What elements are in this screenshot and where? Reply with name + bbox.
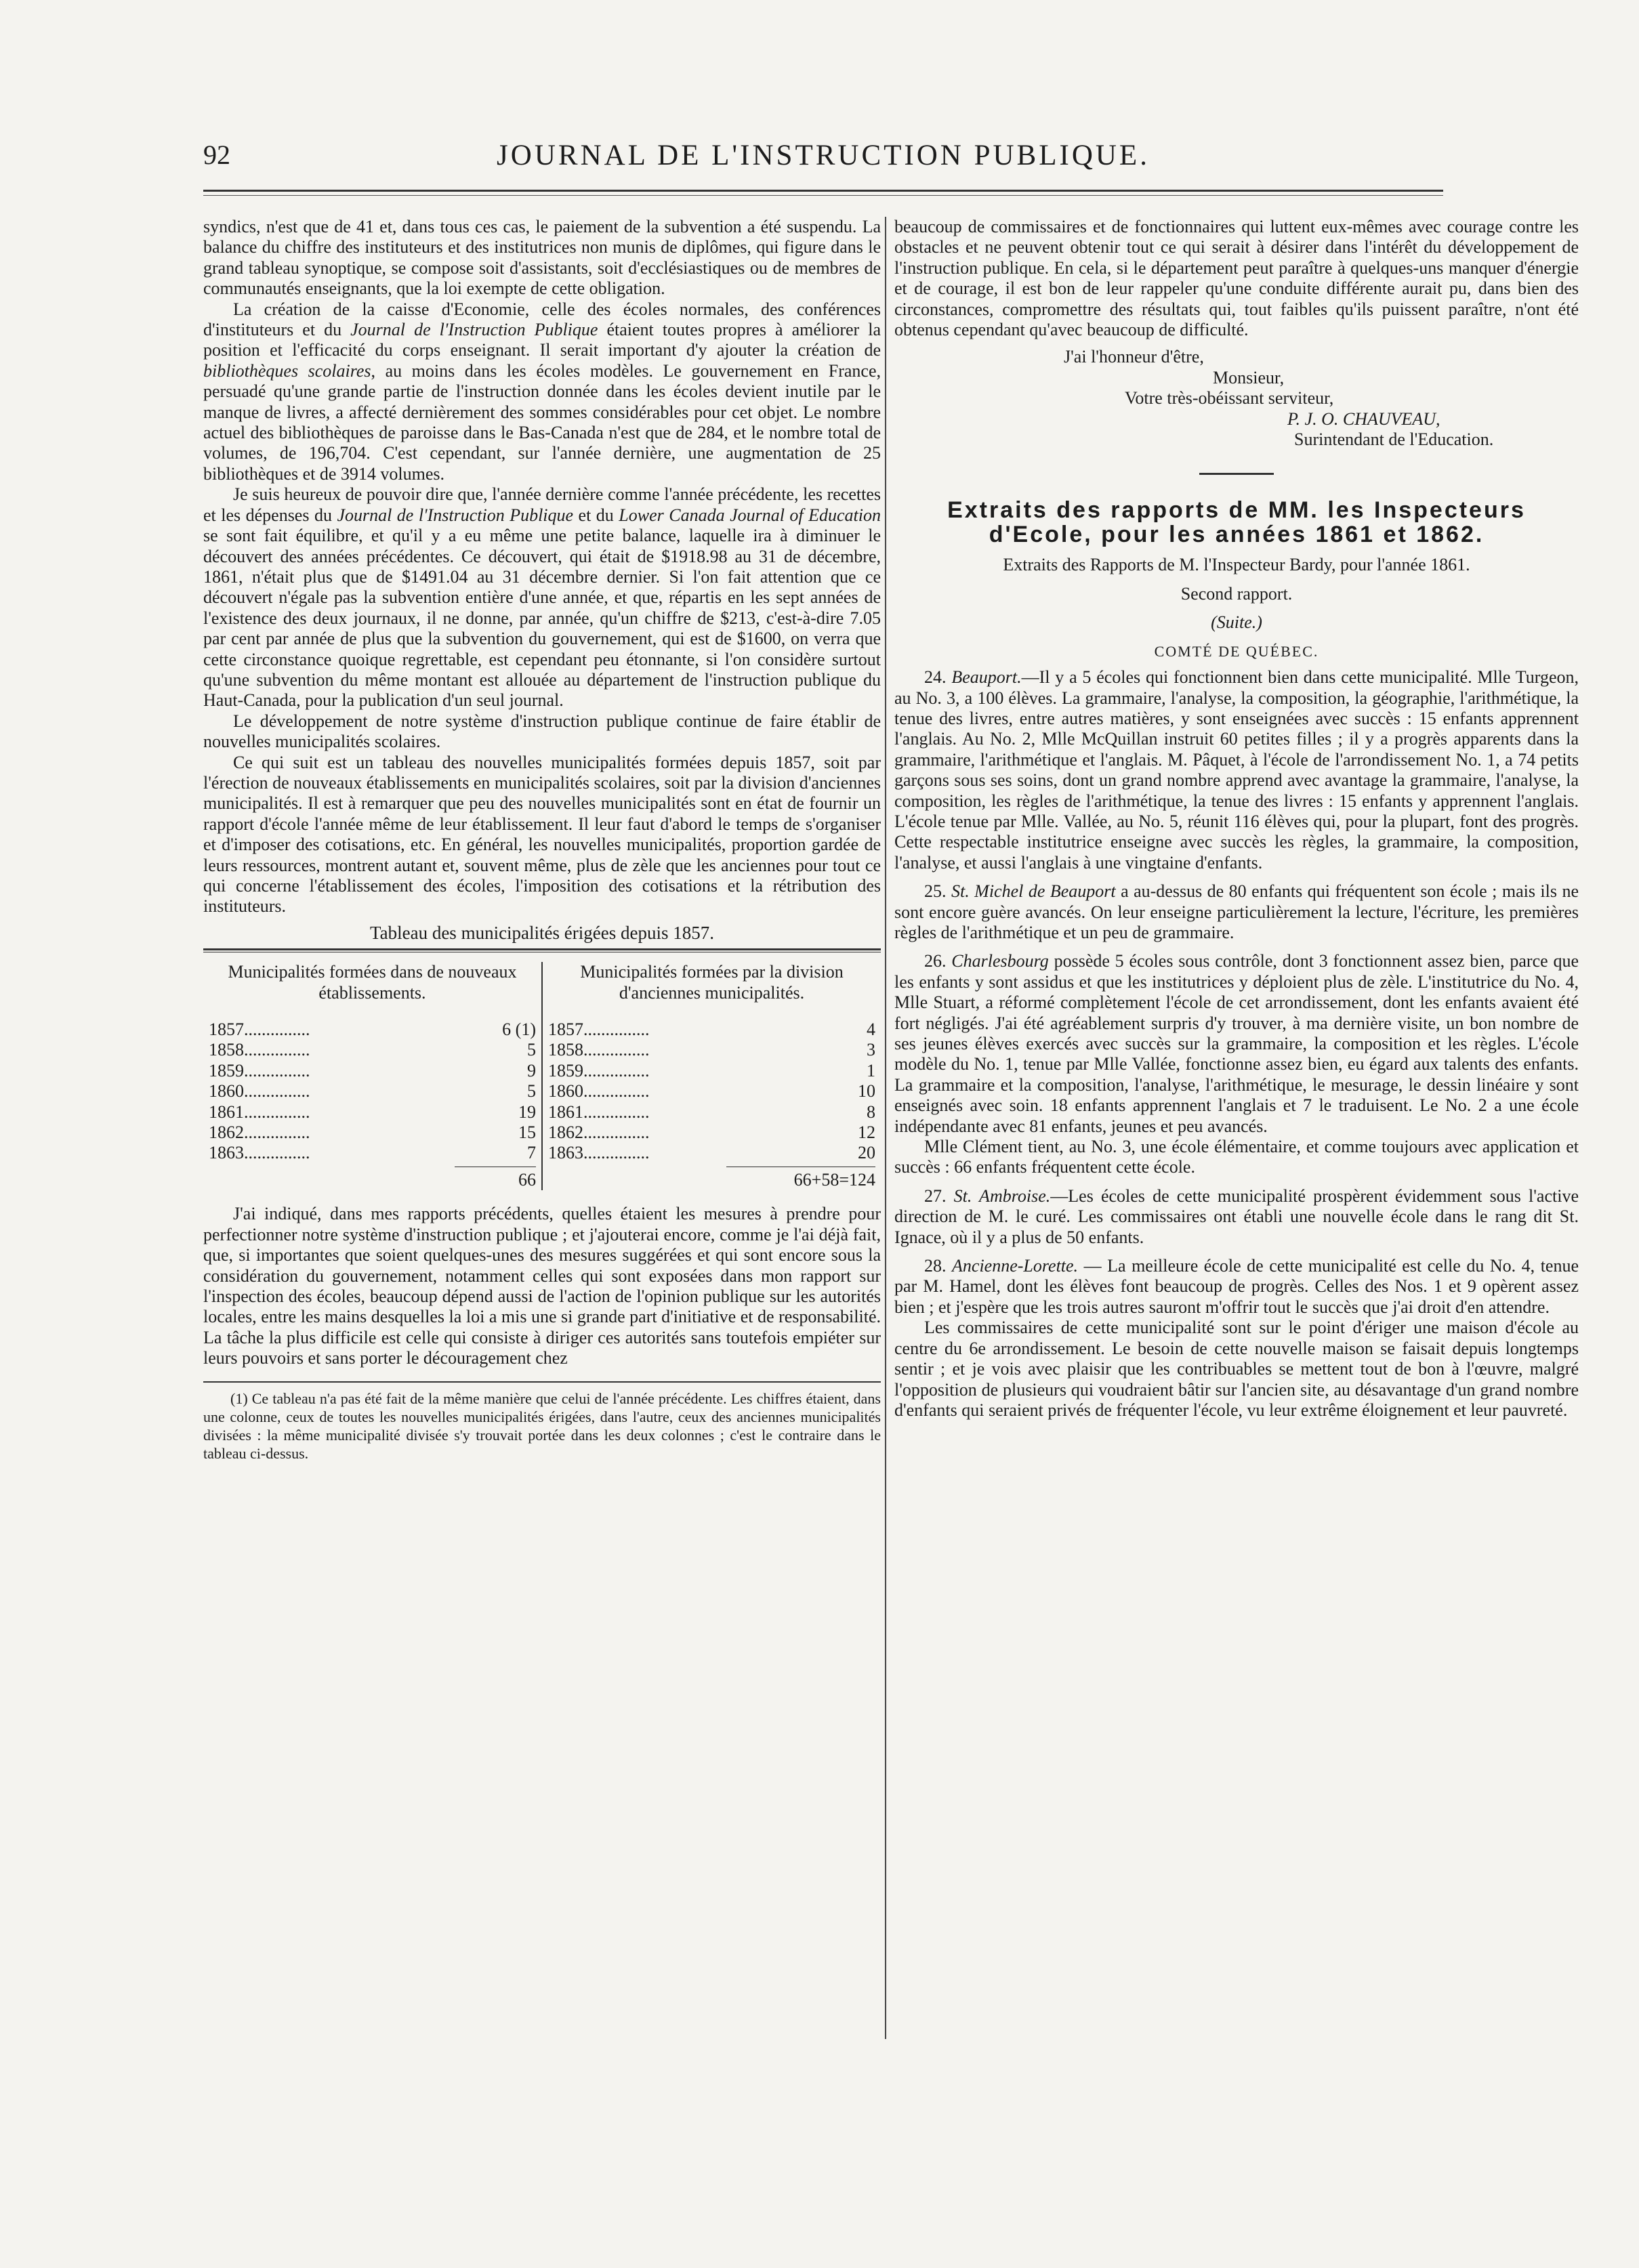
row-year: 1858...............: [548, 1040, 650, 1060]
table-title: Tableau des municipalités érigées depuis 1857.: [370, 922, 714, 943]
table-row: [209, 1102, 536, 1122]
paragraph: 25. St. Michel de Beauport a au-dessus de 80 enfants qui fréquentent son école ; mais ils ne sont encore guère avancés. On leur enseigne particulièrement la lecture, l'écriture, les premières règles de l'arithmétique et un peu de grammaire.: [894, 881, 1579, 942]
table-row: [548, 1040, 875, 1060]
table-header: Municipalités formées par la division d'anciennes municipalités.: [580, 962, 844, 1003]
row-year: 1862...............: [548, 1122, 650, 1143]
table-row: [548, 1081, 875, 1101]
row-year: 1863...............: [209, 1143, 310, 1163]
row-value: 5: [527, 1081, 536, 1101]
signoff-line: Votre très-obéissant serviteur,: [1125, 388, 1334, 408]
row-value: 12: [858, 1122, 875, 1143]
row-value: 4: [867, 1020, 875, 1040]
page-header: [203, 139, 1443, 186]
table-total: 66+58=124: [793, 1169, 875, 1190]
row-value: 15: [518, 1122, 536, 1143]
paragraph: 26. Charlesbourg possède 5 écoles sous contrôle, dont 3 fonctionnent assez bien, parce que les enfants y sont assidus et que les institutrices y déploient plus de zèle. L'institutrice du No. 4, Mlle Stuart, a réformé complètement l'école de cet arrondissement, dont les enfants avaient été fort négligés. J'ai été agréablement surpris d'y trouver, à ma dernière visite, un bon nombre de ses jeunes élèves exercés avec succès sur la grammaire, la composition et les règles. L'école modèle du No. 1, tenue par Mlle Vallée, fonctionne assez bien, eu égard aux talents des enfants. La grammaire et la composition, l'analyse, l'arithmétique, le mesurage, le dessin linéaire y sont enseignés avec soin. 18 enfants apprennent l'anglais et 7 le traduisent. Le No. 2 a une école indépendante avec 81 enfants, jeunes et peu avancés.: [894, 951, 1579, 1136]
table-row: [209, 1040, 536, 1060]
paragraph: syndics, n'est que de 41 et, dans tous ces cas, le paiement de la subvention a été suspendu. La balance du chiffre des instituteurs et des institutrices non munis de diplômes, qui figure dans le grand tableau synoptique, se compose soit d'assistants, soit d'ecclésiastiques ou de membres de communautés enseignants, que la loi exempte de cette obligation.: [203, 217, 881, 299]
paragraph: J'ai indiqué, dans mes rapports précédents, quelles étaient les mesures à prendre pour perfectionner notre système d'instruction publique ; et j'ajouterai encore, comme je l'ai déjà fait, que, si importantes que soient quelques-unes des mesures suggérées et qui sont encore sous la considération du gouvernement, notamment celles qui sont exposées dans mon rapport sur l'inspection des écoles, beaucoup dépend aussi de l'action de l'opinion publique sur les autorités locales, entre les mains desquelles la loi a mis une si grande part d'initiative et de responsabilité. La tâche la plus difficile est celle qui consiste à diriger ces autorités sans toutefois empiéter sur leurs pouvoirs et sans porter le découragement chez: [203, 1204, 881, 1368]
paragraph: Ce qui suit est un tableau des nouvelles municipalités formées depuis 1857, soit par l'érection de nouveaux établissements en municipalités scolaires, soit par la division d'anciennes municipalités. Il est à remarquer que peu des nouvelles municipalités sont en état de fournir un rapport d'école l'année même de leur établissement. Il leur faut d'abord le temps de s'organiser et d'imposer des cotisations, etc. En général, les nouvelles municipalités, proportion gardée de leurs ressources, montrent autant et, souvent même, plus de zèle que les anciennes pour tout ce qui concerne l'établissement des écoles, l'imposition des cotisations et la rétribution des instituteurs.: [203, 752, 881, 917]
row-year: 1857...............: [548, 1020, 650, 1040]
table-row: [548, 1102, 875, 1122]
table-row: [209, 1020, 536, 1040]
paragraph: 27. St. Ambroise.—Les écoles de cette municipalité prospèrent évidemment sous l'active direction de M. le curé. Les commissaires ont établi une nouvelle école dans le rang dit St. Ignace, où il y a plus de 50 enfants.: [894, 1185, 1579, 1247]
row-year: 1857...............: [209, 1020, 310, 1040]
row-year: 1859...............: [548, 1060, 650, 1080]
header-rule: [203, 190, 1443, 196]
table-row: [548, 1020, 875, 1040]
signatory-name: P. J. O. CHAUVEAU,: [1287, 408, 1440, 429]
table-row: [548, 1061, 875, 1081]
row-value: 8: [867, 1101, 875, 1122]
footnote-rule: [203, 1381, 881, 1383]
right-column: [894, 217, 1579, 1421]
row-year: 1860...............: [548, 1081, 650, 1101]
paragraph: La création de la caisse d'Economie, celle des écoles normales, des conférences d'instituteurs et du Journal de l'Instruction Publique étaient toutes propres à améliorer la position et l'efficacité du corps enseignant. Il serait important d'y ajouter la création de bibliothèques scolaires, au moins dans les écoles modèles. Le gouvernement en France, persuadé qu'une grande partie de l'instruction donnée dans les écoles devient inutile par le manque de livres, a affecté dernièrement des sommes considérables pour cet objet. Le nombre actuel des bibliothèques de paroisse dans le Bas-Canada n'est que de 284, et le nombre total de volumes, de 196,704. C'est cependant, sur l'année dernière, une augmentation de 25 bibliothèques et de 3914 volumes.: [203, 299, 881, 484]
row-year: 1861...............: [548, 1101, 650, 1122]
page-number: 92: [203, 140, 230, 170]
table-row: [209, 1061, 536, 1081]
row-value: 19: [518, 1101, 536, 1122]
table-rule: [203, 948, 881, 950]
table-total: 66: [518, 1169, 536, 1190]
paragraph: 28. Ancienne-Lorette. — La meilleure école de cette municipalité est celle du No. 4, tenue par M. Hamel, dont les élèves font beaucoup de progrès. Celles des Nos. 1 et 9 opèrent assez bien ; et j'espère que les trois autres sauront m'offrir tout le succès que j'ai droit d'en attendre.: [894, 1256, 1579, 1317]
paragraph: beaucoup de commissaires et de fonctionnaires qui luttent eux-mêmes avec courage contre les obstacles et ne peuvent obtenir tout ce qui serait à désirer dans l'intérêt du développement de l'instruction publique. En cela, si le département peut paraître à quelques-uns manquer d'énergie et de courage, il est bon de leur rappeler qu'une conduite différente aurait pu, dans bien des circonstances, compromettre des résultats qui, tout faibles qu'ils puissent paraître, n'ont été obtenus cependant qu'avec beaucoup de difficulté.: [894, 217, 1579, 340]
signoff-line: Monsieur,: [1213, 367, 1285, 387]
report-label: Second rapport.: [1180, 583, 1293, 604]
paragraph: Je suis heureux de pouvoir dire que, l'année dernière comme l'année précédente, les recettes et les dépenses du Journal de l'Instruction Publique et du Lower Canada Journal of Education se sont fait équilibre, et qu'il y a eu même une petite balance, laquelle ira à diminuer le découvert des années précédentes. Ce découvert, qui était de $1918.98 au 31 de décembre, 1861, n'était plus que de $1491.04 au 31 décembre dernier. Si l'on fait attention que ce découvert n'égale pas la subvention entière d'une année, et que, répartis en les sept années de l'existence des deux journaux, il ne donne, par année, qu'un chiffre de $213, c'est-à-dire 7.05 par cent par année de plus que la subvention du gouvernement, qui est de $1600, on verra que cette circonstance quoique regrettable, est cependant peu étonnante, si l'on considère surtout qu'une subvention du même montant est allouée au département de l'instruction publique du Haut-Canada, pour la publication d'un seul journal.: [203, 484, 881, 711]
row-year: 1859...............: [209, 1060, 310, 1080]
paragraph: Les commissaires de cette municipalité sont sur le point d'ériger une maison d'école au centre du 6e arrondissement. Le besoin de cette nouvelle maison se faisait depuis longtemps sentir ; et je vois avec plaisir que les contribuables se mettent tout de bon à l'œuvre, malgré l'opposition de plusieurs qui voudraient bâtir sur l'ancien site, au désavantage d'un grand nombre d'enfants qui seraient privés de fréquenter l'école, vu leur extrême éloignement et leur pauvreté.: [894, 1318, 1579, 1420]
table-row: [548, 1143, 875, 1163]
row-value: 3: [867, 1040, 875, 1060]
row-value: 10: [858, 1081, 875, 1101]
table-column-divisions: [543, 962, 881, 1190]
footnote: (1) Ce tableau n'a pas été fait de la même manière que celui de l'année précédente. Les chiffres étaient, dans une colonne, ceux de toutes les nouvelles municipalités érigées, dans l'autre, ceux des anciennes municipalités divisées : la même municipalité divisée s'y trouvait portée dans les deux colonnes ; c'est le contraire dans le tableau ci-dessus.: [203, 1389, 881, 1462]
row-value: 20: [858, 1143, 875, 1163]
table-header: Municipalités formées dans de nouveaux établissements.: [228, 962, 517, 1003]
section-rule: [1199, 473, 1274, 475]
row-year: 1863...............: [548, 1143, 650, 1163]
column-divider: [885, 217, 886, 2039]
table-row: [209, 1143, 536, 1163]
table-row: [209, 1122, 536, 1143]
row-year: 1862...............: [209, 1122, 310, 1143]
county-heading: COMTÉ DE QUÉBEC.: [1154, 642, 1319, 660]
row-year: 1861...............: [209, 1101, 310, 1122]
paragraph: 24. Beauport.—Il y a 5 écoles qui fonctionnent bien dans cette municipalité. Mlle Turgeon, au No. 3, a 100 élèves. La grammaire, l'analyse, la composition, la géographie, l'arithmétique, la tenue des livres, entre autres matières, y sont enseignées avec succès : 15 enfants apprennent l'anglais. Au No. 2, Mlle McQuillan instruit 60 petites filles ; il y a progrès apparents dans la grammaire, l'arithmétique et l'anglais. M. Pâquet, à l'école de l'arrondissement No. 1, a 74 petits garçons sous ses soins, dont un grand nombre apprend avec avantage la grammaire, l'analyse, la composition, les règles de l'arithmétique, la tenue des livres : 15 enfants y apprennent l'anglais. L'école tenue par Mlle. Vallée, au No. 5, réunit 116 élèves qui, pour la plupart, font des progrès. Cette respectable institutrice enseigne avec succès les règles, la grammaire, la composition, l'analyse, et aussi l'anglais à une vingtaine d'enfants.: [894, 667, 1579, 873]
row-year: 1858...............: [209, 1040, 310, 1060]
signoff-line: J'ai l'honneur d'être,: [1064, 347, 1204, 367]
row-value: 7: [527, 1143, 536, 1163]
journal-title: JOURNAL DE L'INSTRUCTION PUBLIQUE.: [497, 140, 1150, 171]
row-value: 1: [867, 1060, 875, 1080]
row-value: 5: [527, 1040, 536, 1060]
suite-label: (Suite.): [1211, 612, 1262, 633]
section-subtitle: Extraits des Rapports de M. l'Inspecteur Bardy, pour l'année 1861.: [1003, 555, 1470, 575]
paragraph: Le développement de notre système d'instruction publique continue de faire établir de nouvelles municipalités scolaires.: [203, 711, 881, 752]
row-value: 9: [527, 1060, 536, 1080]
row-year: 1860...............: [209, 1081, 310, 1101]
municipalities-table: [203, 962, 881, 1190]
row-value: 6 (1): [502, 1020, 536, 1040]
signature-block: [894, 347, 1579, 450]
table-row: [209, 1081, 536, 1101]
table-row: [548, 1122, 875, 1143]
paragraph: Mlle Clément tient, au No. 3, une école élémentaire, et comme toujours avec application et succès : 66 enfants fréquentent cette école.: [894, 1137, 1579, 1177]
section-title: Extraits des rapports de MM. les Inspecteurs d'Ecole, pour les années 1861 et 1862.: [947, 497, 1526, 548]
left-column: [203, 217, 881, 1463]
signatory-title: Surintendant de l'Education.: [1294, 429, 1494, 450]
table-column-new-settlements: [203, 962, 543, 1190]
